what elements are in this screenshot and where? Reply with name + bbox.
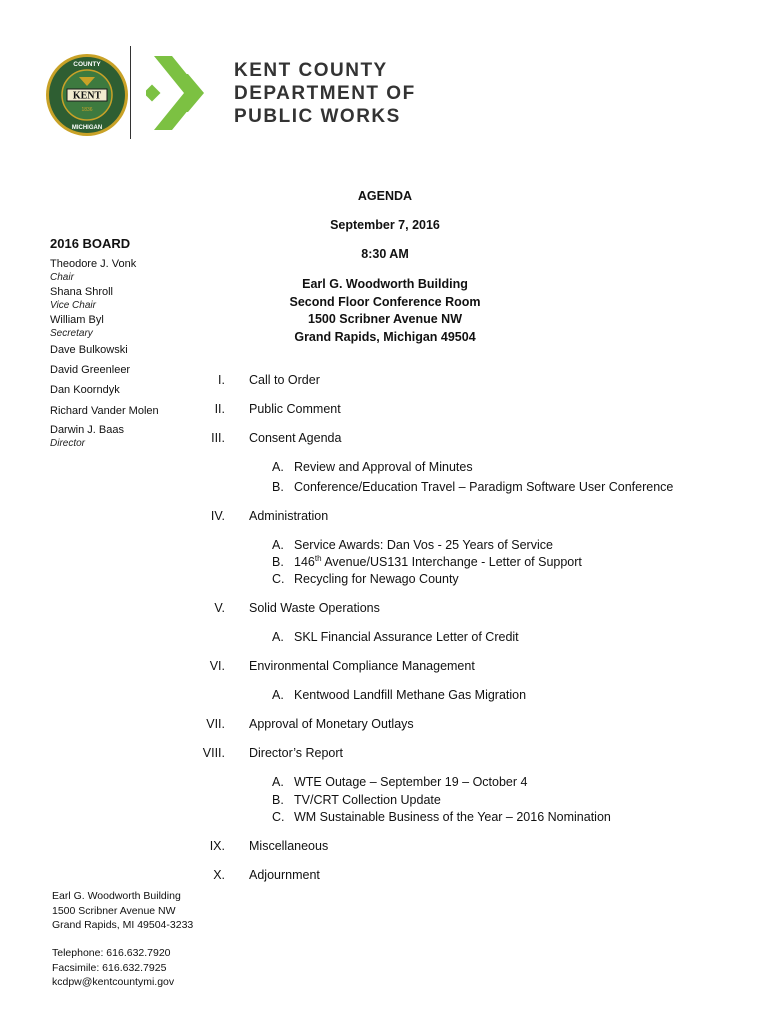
agenda-item-text: Director’s Report	[249, 746, 344, 760]
agenda-item-numeral: IX.	[209, 839, 225, 853]
agenda-subitem-text: WTE Outage – September 19 – October 4	[294, 775, 528, 789]
board-member	[50, 258, 136, 284]
logo-divider	[130, 46, 131, 139]
board-member	[50, 344, 128, 357]
agenda-item-numeral: X.	[213, 868, 225, 882]
member-role: Director	[50, 438, 86, 449]
seal-center-text: KENT	[72, 90, 102, 102]
agenda-item-text: Public Comment	[249, 402, 341, 416]
agenda-item-text: Call to Order	[249, 373, 320, 387]
member-name: David Greenleer	[50, 364, 131, 376]
agenda-subitem-letter: A.	[272, 688, 284, 702]
meeting-time: 8:30 AM	[361, 247, 409, 261]
agenda-item-numeral: VIII.	[202, 746, 225, 760]
board-member	[50, 286, 113, 312]
agenda-item-text: Environmental Compliance Management	[249, 659, 475, 673]
ordinal-number: 146	[294, 555, 315, 569]
agenda-title: AGENDA	[357, 189, 413, 203]
agenda-subitem-text: Service Awards: Dan Vos - 25 Years of Service	[294, 538, 553, 552]
footer-facsimile: Facsimile: 616.632.7925	[52, 961, 167, 974]
meeting-date: September 7, 2016	[330, 218, 440, 232]
department-name	[234, 59, 416, 128]
agenda-subitem-letter: B.	[272, 480, 284, 494]
agenda-item-numeral: II.	[214, 402, 225, 416]
footer-address-line: 1500 Scribner Avenue NW	[52, 904, 176, 917]
seal-year-text: 1836	[81, 107, 93, 113]
agenda-subitem-letter: A.	[272, 538, 284, 552]
kent-county-seal-logo	[45, 53, 129, 137]
agenda-item-numeral: VII.	[206, 717, 225, 731]
footer-contact	[52, 946, 174, 990]
agenda-subitem-letter: B.	[272, 793, 284, 807]
agenda-item-numeral: I.	[218, 373, 225, 387]
footer-address-line: Earl G. Woodworth Building	[52, 890, 181, 902]
member-name: Theodore J. Vonk	[50, 258, 137, 270]
agenda-item-text: Miscellaneous	[249, 839, 329, 853]
agenda-subitem-letter: A.	[272, 460, 284, 474]
dept-name-line-1: KENT COUNTY	[234, 60, 388, 81]
agenda-subitem-letter: C.	[272, 572, 285, 586]
member-role: Secretary	[50, 328, 93, 339]
agenda-subitem-text: Conference/Education Travel – Paradigm Software User Conference	[294, 480, 674, 494]
footer-telephone: Telephone: 616.632.7920	[52, 947, 171, 959]
member-role: Vice Chair	[50, 300, 96, 311]
agenda-item-text: Administration	[249, 509, 329, 523]
agenda-item-text: Solid Waste Operations	[249, 601, 380, 615]
member-name: Shana Shroll	[50, 286, 113, 298]
board-title: 2016 BOARD	[50, 236, 131, 251]
agenda-item-numeral: IV.	[210, 509, 225, 523]
agenda-item-numeral: III.	[211, 431, 225, 445]
venue-line-2: Second Floor Conference Room	[289, 294, 481, 309]
agenda-subitem-text: Kentwood Landfill Methane Gas Migration	[294, 688, 527, 702]
agenda-subitem-text: Recycling for Newago County	[294, 572, 459, 586]
member-name: William Byl	[50, 314, 104, 326]
agenda-item-text: Approval of Monetary Outlays	[249, 717, 414, 731]
agenda-subitem-text: Review and Approval of Minutes	[294, 460, 473, 474]
agenda-item-text: Adjournment	[249, 868, 320, 882]
agenda-item-numeral: VI.	[209, 659, 225, 673]
agenda-subitem-text: TV/CRT Collection Update	[294, 793, 441, 807]
dpw-chevron-logo	[146, 56, 218, 130]
agenda-item-numeral: V.	[214, 601, 225, 615]
venue-line-3: 1500 Scribner Avenue NW	[308, 312, 462, 326]
footer-email: kcdpw@kentcountymi.gov	[52, 976, 175, 988]
seal-top-text: COUNTY	[73, 61, 101, 68]
dept-name-line-2: DEPARTMENT OF	[234, 83, 416, 104]
venue-line-4: Grand Rapids, Michigan 49504	[294, 329, 476, 344]
member-name: Richard Vander Molen	[50, 405, 159, 417]
agenda-item-text: Consent Agenda	[249, 431, 342, 445]
member-role: Chair	[50, 272, 74, 283]
agenda-subitem-letter: A.	[272, 630, 284, 644]
dept-name-line-3: PUBLIC WORKS	[234, 106, 401, 127]
agenda-subitem-text: WM Sustainable Business of the Year – 2016 Nomination	[294, 810, 611, 824]
member-name: Dave Bulkowski	[50, 344, 128, 356]
agenda-subitem-letter: C.	[272, 810, 285, 824]
agenda-subitem-text	[294, 555, 582, 569]
footer-address	[52, 889, 193, 933]
agenda-subitem-text: SKL Financial Assurance Letter of Credit	[294, 630, 519, 644]
seal-bottom-text: MICHIGAN	[71, 125, 103, 131]
footer-address-line: Grand Rapids, MI 49504-3233	[52, 919, 194, 931]
board-member	[50, 314, 104, 340]
member-name: Darwin J. Baas	[50, 424, 124, 436]
venue-line-1: Earl G. Woodworth Building	[302, 277, 468, 291]
agenda-subitem-letter: A.	[272, 775, 284, 789]
ordinal-suffix: th	[314, 553, 322, 563]
meeting-venue	[260, 276, 510, 346]
subitem-text-rest: Avenue/US131 Interchange - Letter of Support	[321, 555, 582, 569]
agenda-subitem-letter: B.	[272, 555, 284, 569]
member-name: Dan Koorndyk	[50, 384, 120, 396]
